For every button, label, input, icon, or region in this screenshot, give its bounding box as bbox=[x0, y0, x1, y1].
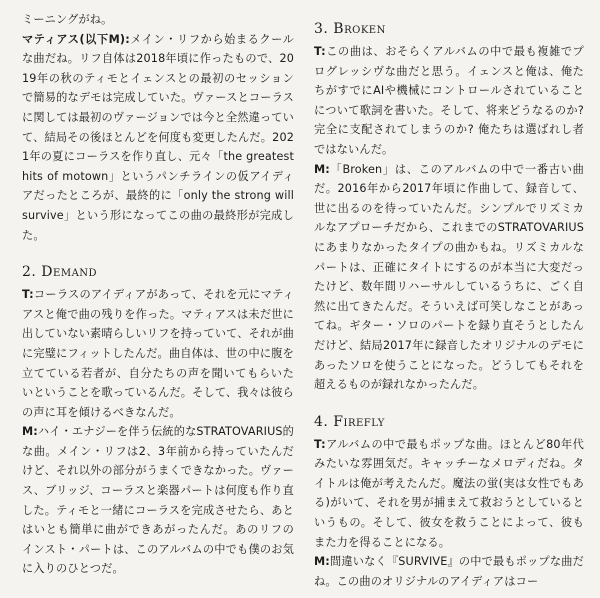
broken-paragraph-timo bbox=[314, 42, 584, 160]
section-heading-broken: 3. Broken bbox=[314, 21, 386, 37]
paragraph-text: ハイ・エナジーを伴う伝統的なSTRATOVARIUS的な曲。メイン・リフは2、3年前から持っていたんだけど、それ以外の部分がうまくできなかった。ヴァース、ブリッジ、コーラスと楽器パートは何度も作り直した。ティモと一緒にコーラスを完成させたら、あとはいとも簡単に曲ができあがったんだ。あのリフのインスト・パートは、このアルバムの中でも僕のお気に入りのひとつだ。 bbox=[22, 425, 294, 576]
speaker-label: T: bbox=[314, 45, 326, 58]
intro-line: ミーニングがね。 bbox=[22, 13, 113, 26]
speaker-label: M: bbox=[314, 555, 330, 569]
demand-paragraph-timo bbox=[22, 285, 294, 422]
speaker-label: M: bbox=[22, 425, 38, 439]
paragraph-text: 「Broken」は、このアルバムの中で一番古い曲だ。2016年から2017年頃に作曲して、録音して、世に出るのを待っていたんだ。シンプルでリズミカルなアプローチだから、これまでのSTRATOVARIUSにあまりなかったタイプの曲かもね。リズミカルなパートは、正確にタイトにするのが本当に大変だったけど、数年間リハーサルしているうちに、ごく自然に出てきたんだ。そういえば可笑しなことがあってね。ギター・ソロのパートを録り直そうとしたんだけど、結局2017年に録音したオリジナルのデモにあったソロを使うことになった。どうしてもそれを超えるものが録れなかったんだ。 bbox=[314, 162, 584, 392]
speaker-label: T: bbox=[314, 437, 326, 451]
right-column bbox=[314, 10, 584, 591]
left-column bbox=[22, 10, 294, 579]
speaker-label: M: bbox=[314, 162, 330, 176]
paragraph-text: 間違いなく『SURVIVE』の中で最もポップな曲だね。この曲のオリジナルのアイディアはコー bbox=[314, 555, 584, 588]
paragraph-text: メイン・リフから始まるクールな曲だね。リフ自体は2018年頃に作ったもので、2019年の秋のティモとイェンスとの最初のセッションで簡易的なデモは完成していた。ヴァースとコーラスに関しては最初のヴァージョンでは今と全然違っていて、結局その後ほとんどを何度も変更したんだ。2021年の夏にコーラスを作り直し、元々「the greatest hits of motown」というパンチラインの仮アイディアだったところが、最終的に「only the strong will survive」という形になってこの曲の最終形が完成した。 bbox=[22, 32, 295, 242]
firefly-paragraph-matias bbox=[314, 552, 584, 591]
demand-paragraph-matias bbox=[22, 422, 294, 579]
paragraph-text: この曲は、おそらくアルバムの中で最も複雑でプログレッシヴな曲だと思う。イェンスと俺は、俺たちがすでにAIや機械にコントロールされていることについて歌詞を書いた。そして、将来どうなるのか? 完全に支配されてしまうのか? 俺たちは選ばれし者ではないんだ。 bbox=[314, 45, 584, 156]
firefly-paragraph-timo bbox=[314, 435, 584, 553]
speaker-label: マティアス(以下M): bbox=[22, 32, 130, 46]
intro-continuation bbox=[22, 10, 294, 245]
section-heading-firefly: 4. Firefly bbox=[314, 413, 385, 430]
paragraph-text: アルバムの中で最もポップな曲。ほとんど80年代みたいな雰囲気だ。キャッチーなメロディだね。タイトルは俺が考えたんだ。魔法の蛍(実は女性でもある)がいて、それを男が捕まえて救おうとしているというもの。そして、彼女を救うことによって、彼もまた力を得ることになる。 bbox=[314, 437, 584, 549]
speaker-label: T: bbox=[22, 288, 34, 302]
section-heading-demand: 2. Demand bbox=[22, 264, 98, 281]
paragraph-text: コーラスのアイディアがあって、それを元にマティアスと俺で曲の残りを作った。マティアスは未だ世に出していない素晴らしいリフを持っていて、それが曲に完璧にフィットしたんだ。曲自体は、世の中に腹を立てている若者が、自分たちの声を聞いてもらいたいということを歌っているんだ。そして、我々は彼らの声に耳を傾けるべきなんだ。 bbox=[22, 288, 294, 419]
broken-paragraph-matias bbox=[314, 160, 584, 395]
